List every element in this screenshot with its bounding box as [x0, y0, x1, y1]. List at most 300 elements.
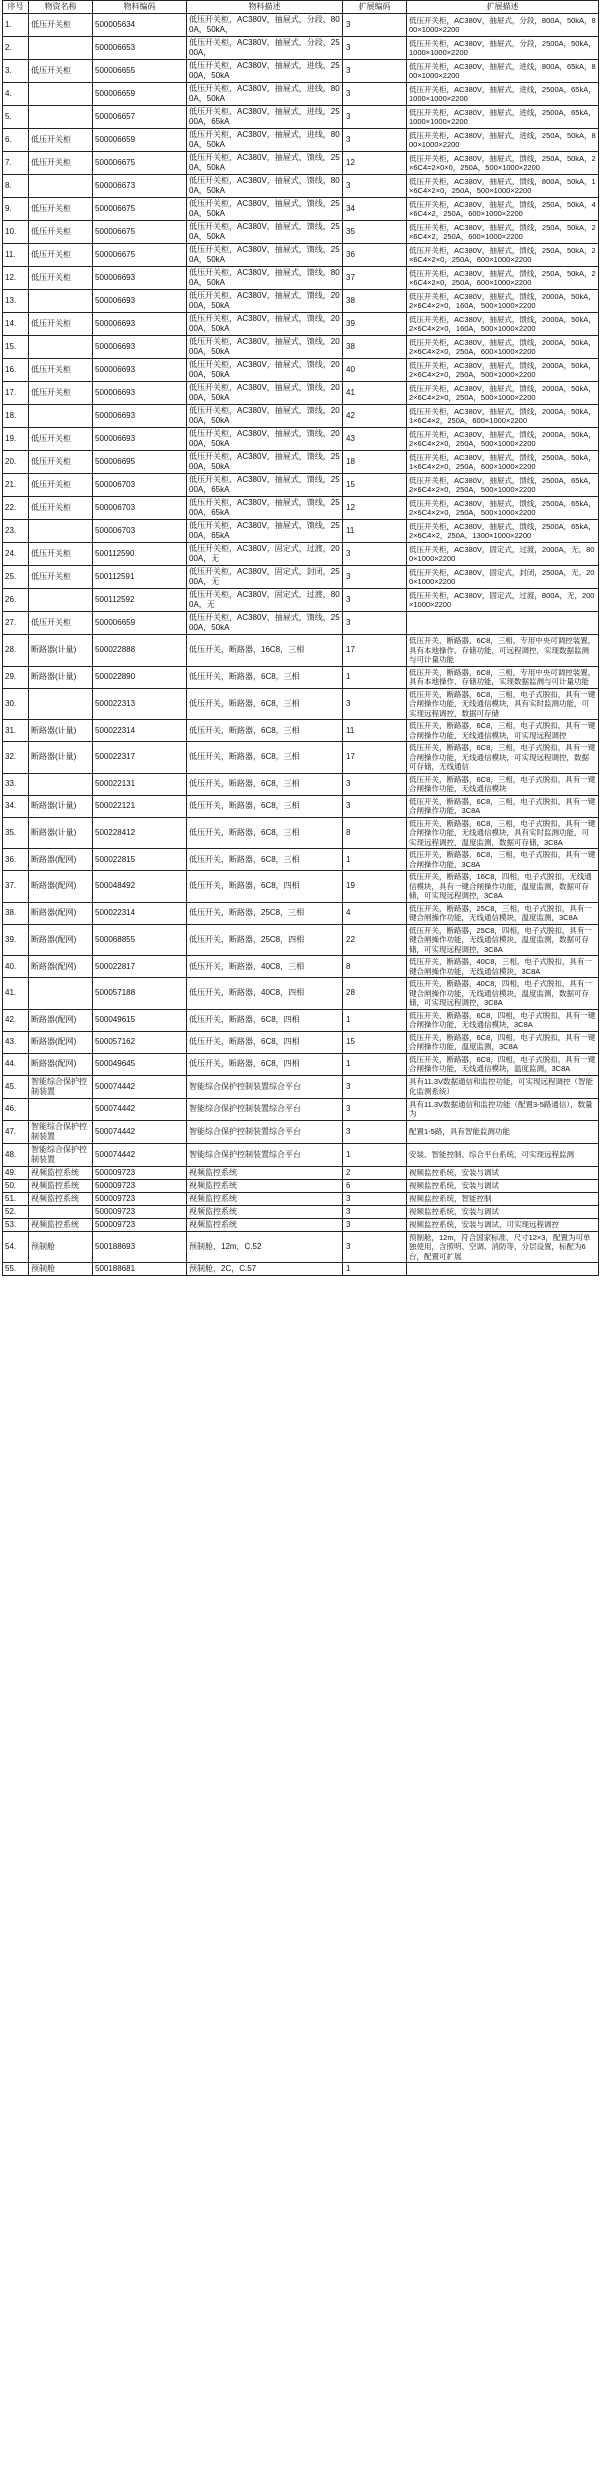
- cell-material-desc: 低压开关柜，AC380V，抽屉式，馈线，250A，50kA: [187, 152, 343, 175]
- cell-ext-code: 12: [343, 152, 407, 175]
- cell-serial: 22.: [3, 497, 29, 520]
- cell-material-name: 低压开关柜: [29, 451, 93, 474]
- cell-ext-code: 3: [343, 14, 407, 37]
- cell-ext-desc: 低压开关，断路器，6C8，四相，电子式脱扣，具有一键合闸操作功能，无线通信模块，3C8A: [407, 1009, 599, 1031]
- cell-ext-code: 3: [343, 1192, 407, 1205]
- cell-ext-desc: 视频监控系统，安装与调试: [407, 1205, 599, 1218]
- cell-ext-code: 22: [343, 924, 407, 956]
- cell-material-code: 500057162: [93, 1031, 187, 1053]
- material-table: [2, 0, 599, 1276]
- cell-material-code: 500188693: [93, 1231, 187, 1263]
- cell-ext-code: 38: [343, 336, 407, 359]
- cell-material-code: 500006693: [93, 313, 187, 336]
- cell-ext-desc: 低压开关柜，AC380V，固定式，封闭，2500A，无，200×1000×2200: [407, 566, 599, 589]
- cell-material-name: 断路器(计量): [29, 720, 93, 742]
- cell-ext-code: 3: [343, 1205, 407, 1218]
- cell-material-desc: 低压开关柜，AC380V，抽屉式，分段，2500A，: [187, 37, 343, 60]
- cell-material-desc: 低压开关柜，AC380V，抽屉式，馈线，2000A，50kA: [187, 290, 343, 313]
- cell-material-code: 500049615: [93, 1009, 187, 1031]
- table-row: [3, 978, 599, 1010]
- cell-material-desc: 低压开关，断路器，6C8，四相: [187, 1009, 343, 1031]
- cell-ext-code: 3: [343, 1231, 407, 1263]
- cell-material-name: [29, 83, 93, 106]
- table-row: [3, 956, 599, 978]
- table-row: [3, 1166, 599, 1179]
- cell-material-code: 500006675: [93, 198, 187, 221]
- cell-serial: 8.: [3, 175, 29, 198]
- cell-material-desc: 低压开关，断路器，6C8，三相: [187, 742, 343, 774]
- cell-ext-code: 6: [343, 1179, 407, 1192]
- cell-material-desc: 低压开关柜，AC380V，抽屉式，馈线，800A，50kA: [187, 175, 343, 198]
- cell-material-desc: 低压开关柜，AC380V，抽屉式，进线，2500A，50kA: [187, 60, 343, 83]
- table-row: [3, 543, 599, 566]
- cell-ext-desc: 低压开关柜，AC380V，抽屉式，分段，800A，50kA，800×1000×2200: [407, 14, 599, 37]
- table-row: [3, 175, 599, 198]
- cell-material-code: 500006703: [93, 497, 187, 520]
- cell-serial: 31.: [3, 720, 29, 742]
- cell-serial: 7.: [3, 152, 29, 175]
- cell-serial: 35.: [3, 817, 29, 849]
- cell-serial: 33.: [3, 773, 29, 795]
- cell-ext-code: 1: [343, 1143, 407, 1166]
- cell-serial: 40.: [3, 956, 29, 978]
- cell-material-name: 低压开关柜: [29, 267, 93, 290]
- table-row: [3, 244, 599, 267]
- table-row: [3, 37, 599, 60]
- table-row: [3, 1075, 599, 1098]
- table-row: [3, 474, 599, 497]
- cell-ext-desc: 低压开关柜，AC380V，抽屉式，馈线，2000A，50kA，2×6C4×2×0，160A，500×1000×2200: [407, 313, 599, 336]
- cell-serial: 54.: [3, 1231, 29, 1263]
- cell-material-desc: 低压开关柜，AC380V，抽屉式，馈线，2500A，50kA: [187, 612, 343, 635]
- cell-material-desc: 低压开关，断路器，6C8，三相: [187, 817, 343, 849]
- cell-ext-desc: 低压开关柜，AC380V，抽屉式，馈线，2500A，50kA，1×6C4×2×0，250A，600×1000×2200: [407, 451, 599, 474]
- cell-ext-desc: 视频监控系统，安装与调试，可实现远程调控: [407, 1218, 599, 1231]
- cell-material-name: 断路器(配网): [29, 1053, 93, 1075]
- table-row: [3, 720, 599, 742]
- cell-material-code: 500006675: [93, 221, 187, 244]
- cell-ext-desc: 低压开关柜，AC380V，抽屉式，馈线，2500A，65kA，2×6C4×2×0，250A，500×1000×2200: [407, 497, 599, 520]
- cell-material-desc: 低压开关，断路器，40C8，三相: [187, 956, 343, 978]
- cell-serial: 4.: [3, 83, 29, 106]
- table-row: [3, 688, 599, 720]
- cell-ext-desc: 低压开关，断路器，6C8，四相，电子式脱扣，具有一键合闸操作功能，无线通信模块，温度监测，3C8A: [407, 1053, 599, 1075]
- cell-material-desc: 低压开关，断路器，6C8，三相: [187, 773, 343, 795]
- cell-material-desc: 低压开关柜，AC380V，固定式，封闭，2500A，无: [187, 566, 343, 589]
- cell-material-name: 断路器(计量): [29, 795, 93, 817]
- table-row: [3, 83, 599, 106]
- cell-ext-code: 40: [343, 359, 407, 382]
- cell-material-code: 500022890: [93, 666, 187, 688]
- cell-material-name: [29, 405, 93, 428]
- cell-material-desc: 低压开关，断路器，6C8，三相: [187, 688, 343, 720]
- cell-ext-code: 41: [343, 382, 407, 405]
- cell-material-name: [29, 336, 93, 359]
- cell-ext-desc: 低压开关，断路器，6C8，三相，专用中央可调控装置，具有本地操作、存储功能，实现数据监测与可计量功能: [407, 666, 599, 688]
- cell-material-code: 500006659: [93, 83, 187, 106]
- cell-material-desc: 视频监控系统: [187, 1218, 343, 1231]
- cell-material-desc: 预制舱，2C，C.57: [187, 1263, 343, 1276]
- cell-serial: 12.: [3, 267, 29, 290]
- cell-material-desc: 视频监控系统: [187, 1205, 343, 1218]
- table-row: [3, 1179, 599, 1192]
- cell-ext-code: 35: [343, 221, 407, 244]
- cell-material-desc: 智能综合保护控制装置综合平台: [187, 1098, 343, 1120]
- table-row: [3, 267, 599, 290]
- cell-material-desc: 低压开关，断路器，6C8，三相: [187, 720, 343, 742]
- cell-material-name: 断路器(计量): [29, 817, 93, 849]
- cell-material-code: 500006693: [93, 336, 187, 359]
- table-row: [3, 405, 599, 428]
- table-row: [3, 1192, 599, 1205]
- cell-material-desc: 低压开关柜，AC380V，抽屉式，分段，800A，50kA，: [187, 14, 343, 37]
- table-row: [3, 428, 599, 451]
- table-row: [3, 1009, 599, 1031]
- table-row: [3, 1031, 599, 1053]
- cell-serial: 45.: [3, 1075, 29, 1098]
- header-material-code: 物料编码: [93, 1, 187, 14]
- cell-material-name: [29, 1205, 93, 1218]
- cell-serial: 3.: [3, 60, 29, 83]
- cell-material-name: 低压开关柜: [29, 359, 93, 382]
- cell-ext-code: 3: [343, 175, 407, 198]
- cell-material-name: 低压开关柜: [29, 129, 93, 152]
- cell-material-desc: 视频监控系统: [187, 1192, 343, 1205]
- cell-ext-code: 4: [343, 902, 407, 924]
- cell-material-code: 500006693: [93, 382, 187, 405]
- cell-material-desc: 视频监控系统: [187, 1179, 343, 1192]
- cell-material-name: [29, 978, 93, 1010]
- cell-material-desc: 低压开关柜，AC380V，固定式，过渡，2000A，无: [187, 543, 343, 566]
- cell-serial: 13.: [3, 290, 29, 313]
- table-row: [3, 924, 599, 956]
- table-row: [3, 520, 599, 543]
- cell-serial: 30.: [3, 688, 29, 720]
- cell-serial: 27.: [3, 612, 29, 635]
- cell-ext-desc: 低压开关，断路器，25C8，四相，电子式脱扣，具有一键合闸操作功能，无线通信模块，温度监测，数据可存储，可实现远程调控，3C8A: [407, 924, 599, 956]
- cell-ext-desc: 低压开关柜，AC380V，抽屉式，馈线，2500A，65kA，2×6C4×2×0，250A，500×1000×2200: [407, 474, 599, 497]
- cell-material-code: 500006657: [93, 106, 187, 129]
- cell-material-name: 视频监控系统: [29, 1192, 93, 1205]
- cell-material-name: [29, 37, 93, 60]
- cell-serial: 17.: [3, 382, 29, 405]
- cell-material-name: 智能综合保护控制装置: [29, 1143, 93, 1166]
- cell-material-desc: 低压开关柜，AC380V，抽屉式，进线，800A，50kA: [187, 129, 343, 152]
- cell-material-desc: 低压开关柜，AC380V，抽屉式，馈线，250A，50kA: [187, 221, 343, 244]
- cell-material-desc: 智能综合保护控制装置综合平台: [187, 1075, 343, 1098]
- cell-serial: 26.: [3, 589, 29, 612]
- cell-material-code: 500074442: [93, 1075, 187, 1098]
- cell-serial: 1.: [3, 14, 29, 37]
- cell-material-code: 500006703: [93, 474, 187, 497]
- cell-ext-code: 1: [343, 1053, 407, 1075]
- table-row: [3, 849, 599, 871]
- cell-material-desc: 低压开关柜，AC380V，抽屉式，馈线，2000A，50kA: [187, 428, 343, 451]
- cell-material-name: 低压开关柜: [29, 474, 93, 497]
- cell-material-desc: 低压开关，断路器，16C8，三相: [187, 635, 343, 667]
- cell-ext-desc: 低压开关柜，AC380V，抽屉式，馈线，2000A，50kA，2×6C4×2×0，160A，500×1000×2200: [407, 290, 599, 313]
- cell-ext-desc: 低压开关，断路器，40C8，四相，电子式脱扣，具有一键合闸操作功能，无线通信模块，温度监测，数据可存储，可实现远程调控，3C8A: [407, 978, 599, 1010]
- cell-material-code: 500006673: [93, 175, 187, 198]
- cell-material-desc: 低压开关柜，AC380V，抽屉式，进线，2500A，65kA: [187, 106, 343, 129]
- cell-material-name: 智能综合保护控制装置: [29, 1075, 93, 1098]
- cell-material-name: 低压开关柜: [29, 543, 93, 566]
- cell-ext-desc: 具有11.3V数据通信和监控功能（配置3-5路通信），数量为: [407, 1098, 599, 1120]
- cell-serial: 46.: [3, 1098, 29, 1120]
- cell-ext-code: 42: [343, 405, 407, 428]
- cell-material-code: 500048492: [93, 871, 187, 903]
- cell-ext-code: 18: [343, 451, 407, 474]
- cell-material-name: 预制舱: [29, 1231, 93, 1263]
- cell-ext-code: 3: [343, 612, 407, 635]
- cell-ext-desc: 低压开关柜，AC380V，抽屉式，馈线，250A，50kA，2×6C4×2×0，250A，600×1000×2200: [407, 244, 599, 267]
- cell-material-code: 500068855: [93, 924, 187, 956]
- table-row: [3, 129, 599, 152]
- cell-ext-desc: [407, 1263, 599, 1276]
- cell-material-code: 500112592: [93, 589, 187, 612]
- cell-material-name: 低压开关柜: [29, 152, 93, 175]
- cell-ext-desc: 低压开关柜，AC380V，固定式，过渡，2000A，无，800×1000×2200: [407, 543, 599, 566]
- cell-material-desc: 低压开关柜，AC380V，抽屉式，馈线，2500A，65kA: [187, 520, 343, 543]
- cell-serial: 5.: [3, 106, 29, 129]
- cell-material-desc: 低压开关，断路器，6C8，三相: [187, 795, 343, 817]
- cell-material-code: 500006675: [93, 244, 187, 267]
- cell-ext-code: 43: [343, 428, 407, 451]
- cell-ext-code: 3: [343, 1120, 407, 1143]
- table-row: [3, 1053, 599, 1075]
- cell-material-code: 500022815: [93, 849, 187, 871]
- cell-serial: 16.: [3, 359, 29, 382]
- cell-material-name: 低压开关柜: [29, 382, 93, 405]
- table-row: [3, 566, 599, 589]
- cell-material-desc: 低压开关柜，AC380V，抽屉式，进线，800A，50kA: [187, 83, 343, 106]
- table-row: [3, 1120, 599, 1143]
- cell-material-name: 低压开关柜: [29, 198, 93, 221]
- cell-material-code: 500112591: [93, 566, 187, 589]
- cell-material-code: 500006655: [93, 60, 187, 83]
- table-row: [3, 198, 599, 221]
- cell-material-desc: 低压开关柜，AC380V，抽屉式，馈线，2500A，50kA: [187, 451, 343, 474]
- cell-serial: 51.: [3, 1192, 29, 1205]
- table-row: [3, 666, 599, 688]
- cell-serial: 18.: [3, 405, 29, 428]
- cell-ext-code: 17: [343, 635, 407, 667]
- cell-ext-code: 11: [343, 520, 407, 543]
- cell-material-name: 断路器(配网): [29, 849, 93, 871]
- cell-ext-code: 3: [343, 795, 407, 817]
- cell-ext-code: 12: [343, 497, 407, 520]
- cell-ext-desc: 具有11.3V数据通信和监控功能，可实现远程调控（智能化监测系统）: [407, 1075, 599, 1098]
- cell-material-code: 500009723: [93, 1166, 187, 1179]
- table-row: [3, 382, 599, 405]
- cell-serial: 43.: [3, 1031, 29, 1053]
- cell-material-code: 500006659: [93, 612, 187, 635]
- cell-material-desc: 低压开关柜，AC380V，抽屉式，馈线，2000A，50kA: [187, 382, 343, 405]
- cell-material-name: 智能综合保护控制装置: [29, 1120, 93, 1143]
- cell-material-code: 500005634: [93, 14, 187, 37]
- cell-ext-desc: [407, 612, 599, 635]
- cell-material-desc: 低压开关柜，AC380V，抽屉式，馈线，800A，50kA: [187, 267, 343, 290]
- cell-ext-code: 3: [343, 566, 407, 589]
- table-row: [3, 612, 599, 635]
- cell-material-code: 500057188: [93, 978, 187, 1010]
- cell-material-name: 视频监控系统: [29, 1179, 93, 1192]
- cell-ext-desc: 低压开关柜，AC380V，抽屉式，馈线，2000A，50kA，2×6C4×2×0，250A，600×1000×2200: [407, 336, 599, 359]
- cell-serial: 38.: [3, 902, 29, 924]
- cell-material-name: [29, 106, 93, 129]
- table-row: [3, 313, 599, 336]
- cell-material-code: 500074442: [93, 1120, 187, 1143]
- cell-ext-code: 3: [343, 688, 407, 720]
- cell-material-code: 500006693: [93, 428, 187, 451]
- cell-material-desc: 低压开关柜，AC380V，抽屉式，馈线，2000A，50kA: [187, 313, 343, 336]
- cell-material-code: 500006675: [93, 152, 187, 175]
- cell-serial: 55.: [3, 1263, 29, 1276]
- cell-serial: 9.: [3, 198, 29, 221]
- cell-material-code: 500006693: [93, 359, 187, 382]
- cell-ext-code: 37: [343, 267, 407, 290]
- cell-material-code: 500188681: [93, 1263, 187, 1276]
- cell-ext-desc: 低压开关，断路器，40C8，三相，电子式脱扣，具有一键合闸操作功能，无线通信模块，3C8A: [407, 956, 599, 978]
- cell-material-name: 断路器(计量): [29, 666, 93, 688]
- cell-serial: 37.: [3, 871, 29, 903]
- table-row: [3, 221, 599, 244]
- cell-material-desc: 预制舱，12m，C.52: [187, 1231, 343, 1263]
- cell-material-code: 500022314: [93, 902, 187, 924]
- cell-material-name: [29, 773, 93, 795]
- cell-ext-desc: 低压开关柜，AC380V，抽屉式，进线，800A，65kA，800×1000×2200: [407, 60, 599, 83]
- cell-ext-desc: 低压开关，断路器，25C8，三相，电子式脱扣，具有一键合闸操作功能，无线通信模块，温度监测，3C8A: [407, 902, 599, 924]
- cell-serial: 53.: [3, 1218, 29, 1231]
- table-header: [3, 1, 599, 14]
- cell-ext-desc: 低压开关，断路器，6C8，三相，电子式脱扣，具有一键合闸操作功能，无线通信模块，具有实时监测功能，可实现远程调控，温度监测，数据可存储，3C8A: [407, 817, 599, 849]
- cell-ext-code: 8: [343, 817, 407, 849]
- cell-ext-desc: 低压开关柜，AC380V，抽屉式，馈线，250A，50kA，2×6C4×2×0，250A，600×1000×2200: [407, 267, 599, 290]
- cell-serial: 24.: [3, 543, 29, 566]
- cell-ext-code: 28: [343, 978, 407, 1010]
- cell-ext-code: 3: [343, 129, 407, 152]
- cell-material-name: [29, 1098, 93, 1120]
- cell-material-desc: 智能综合保护控制装置综合平台: [187, 1143, 343, 1166]
- cell-material-desc: 低压开关，断路器，25C8，四相: [187, 924, 343, 956]
- cell-material-name: 断路器(配网): [29, 871, 93, 903]
- cell-material-desc: 低压开关，断路器，6C8，四相: [187, 871, 343, 903]
- cell-material-desc: 低压开关，断路器，6C8，四相: [187, 1031, 343, 1053]
- cell-serial: 41.: [3, 978, 29, 1010]
- cell-material-name: [29, 589, 93, 612]
- cell-material-code: 500006693: [93, 290, 187, 313]
- cell-material-code: 500006695: [93, 451, 187, 474]
- cell-material-name: [29, 520, 93, 543]
- cell-ext-code: 38: [343, 290, 407, 313]
- cell-ext-desc: 低压开关柜，AC380V，抽屉式，馈线，2000A，50kA，2×6C4×2×0，250A，500×1000×2200: [407, 382, 599, 405]
- cell-material-name: 低压开关柜: [29, 428, 93, 451]
- cell-ext-desc: 低压开关柜，AC380V，抽屉式，进线，2500A，65kA，1000×1000×2200: [407, 83, 599, 106]
- cell-material-name: 视频监控系统: [29, 1166, 93, 1179]
- cell-material-name: 断路器(计量): [29, 742, 93, 774]
- cell-material-code: 500074442: [93, 1143, 187, 1166]
- table-row: [3, 1143, 599, 1166]
- cell-ext-desc: 低压开关柜，AC380V，抽屉式，馈线，250A，50kA，2×6C4=2×0×0，250A，500×1000×2200: [407, 152, 599, 175]
- table-row: [3, 871, 599, 903]
- cell-ext-code: 2: [343, 1166, 407, 1179]
- cell-ext-desc: 低压开关柜，AC380V，固定式，过渡，800A，无，200×1000×2200: [407, 589, 599, 612]
- table-row: [3, 589, 599, 612]
- cell-ext-desc: 低压开关柜，AC380V，抽屉式，进线，2500A，65kA，1000×1000×2200: [407, 106, 599, 129]
- cell-ext-desc: 低压开关，断路器，6C8，四相，电子式脱扣，具有一键合闸操作功能，温度监测，3C8A: [407, 1031, 599, 1053]
- cell-material-code: 500009723: [93, 1192, 187, 1205]
- table-row: [3, 336, 599, 359]
- table-row: [3, 635, 599, 667]
- table-row: [3, 290, 599, 313]
- cell-ext-desc: 低压开关，断路器，6C8，三相，电子式脱扣，具有一键合闸操作功能，3C8A: [407, 849, 599, 871]
- table-row: [3, 1205, 599, 1218]
- cell-material-code: 500022131: [93, 773, 187, 795]
- cell-ext-code: 3: [343, 543, 407, 566]
- cell-serial: 2.: [3, 37, 29, 60]
- table-row: [3, 106, 599, 129]
- cell-material-desc: 低压开关柜，AC380V，抽屉式，馈线，2000A，50kA: [187, 405, 343, 428]
- header-ext-desc: 扩展描述: [407, 1, 599, 14]
- cell-ext-desc: 低压开关柜，AC380V，抽屉式，馈线，2000A，50kA，2×6C4×2×0，250A，500×1000×2200: [407, 359, 599, 382]
- cell-material-name: 断路器(配网): [29, 956, 93, 978]
- cell-serial: 49.: [3, 1166, 29, 1179]
- cell-material-name: [29, 290, 93, 313]
- cell-material-name: [29, 175, 93, 198]
- cell-serial: 52.: [3, 1205, 29, 1218]
- table-row: [3, 1263, 599, 1276]
- cell-material-code: 500006693: [93, 267, 187, 290]
- cell-material-name: 断路器(配网): [29, 1009, 93, 1031]
- table-row: [3, 1098, 599, 1120]
- table-body: [3, 14, 599, 1276]
- cell-serial: 20.: [3, 451, 29, 474]
- cell-ext-desc: 低压开关，断路器，6C8，三相，专用中央可调控装置，具有本地操作、存储功能，可远程调控，实现数据监测与可计量功能: [407, 635, 599, 667]
- cell-material-desc: 低压开关，断路器，6C8，三相: [187, 849, 343, 871]
- header-material-desc: 物料描述: [187, 1, 343, 14]
- cell-serial: 44.: [3, 1053, 29, 1075]
- table-row: [3, 1218, 599, 1231]
- cell-serial: 14.: [3, 313, 29, 336]
- cell-material-desc: 低压开关柜，AC380V，抽屉式，馈线，250A，50kA: [187, 198, 343, 221]
- cell-material-code: 500112590: [93, 543, 187, 566]
- cell-ext-code: 3: [343, 1218, 407, 1231]
- cell-serial: 10.: [3, 221, 29, 244]
- cell-ext-code: 3: [343, 106, 407, 129]
- cell-ext-code: 36: [343, 244, 407, 267]
- cell-ext-desc: 低压开关柜，AC380V，抽屉式，馈线，800A，50kA，1×6C4×2×0，250A，500×1000×2200: [407, 175, 599, 198]
- cell-ext-code: 1: [343, 1263, 407, 1276]
- cell-material-desc: 智能综合保护控制装置综合平台: [187, 1120, 343, 1143]
- header-material-name: 物资名称: [29, 1, 93, 14]
- cell-ext-desc: 低压开关，断路器，6C8，三相，电子式脱扣，具有一键合闸操作功能，无线通信模块，具有实时监测功能，可实现远程调控，数据可存储: [407, 688, 599, 720]
- cell-serial: 19.: [3, 428, 29, 451]
- cell-ext-code: 8: [343, 956, 407, 978]
- cell-material-code: 500022317: [93, 742, 187, 774]
- cell-ext-code: 3: [343, 60, 407, 83]
- cell-serial: 42.: [3, 1009, 29, 1031]
- cell-ext-desc: 低压开关，断路器，6C8，三相，电子式脱扣，具有一键合闸操作功能，无线通信模块: [407, 773, 599, 795]
- cell-material-name: 低压开关柜: [29, 497, 93, 520]
- cell-serial: 25.: [3, 566, 29, 589]
- cell-material-code: 500049645: [93, 1053, 187, 1075]
- cell-ext-code: 34: [343, 198, 407, 221]
- cell-ext-desc: 低压开关，断路器，16C8，四相，电子式脱扣，无线通信模块，具有一键合闸操作功能，温度监测，数据可存储，可实现远程调控，3C8A: [407, 871, 599, 903]
- cell-ext-desc: 低压开关，断路器，6C8，三相，电子式脱扣，具有一键合闸操作功能，3C8A: [407, 795, 599, 817]
- table-row: [3, 14, 599, 37]
- cell-material-code: 500006693: [93, 405, 187, 428]
- cell-material-desc: 低压开关柜，AC380V，抽屉式，馈线，2500A，65kA: [187, 474, 343, 497]
